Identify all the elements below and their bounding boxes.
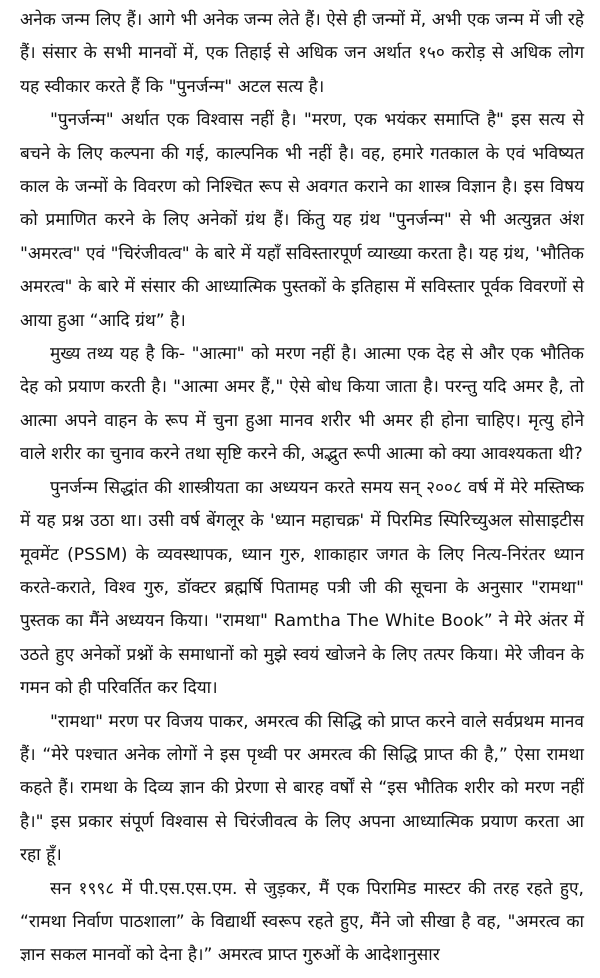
paragraph-rebirth-science: "पुनर्जन्म" अर्थात एक विश्वास नहीं है। "मरण, एक भयंकर समाप्ति है" इस सत्य से बचने के लिए कल्पना की गई, काल्पनिक भी नहीं है। वह, हमारे गतकाल के एवं भविष्यत काल के जन्मों के विवरण को निश्चित रूप से अवगत कराने का शास्त्र विज्ञान है। इस विषय को प्रमाणित करने के लिए अनेकों ग्रंथ हैं। किंतु यह ग्रंथ "पुनर्जन्म" से भी अत्युन्नत अंश "अमरत्व" एवं "चिरंजीवत्व" के बारे में यहाँ सविस्तारपूर्ण व्याख्या करता है। यह ग्रंथ, 'भौतिक अमरत्व" के बारे में संसार की आध्यात्मिक पुस्तकों के इतिहास में सविस्तार पूर्वक विवरणों से आया हुआ “आदि ग्रंथ” है। <box>20 110 584 331</box>
paragraph-soul-immortal: मुख्य तथ्य यह है कि- "आत्मा" को मरण नहीं है। आत्मा एक देह से और एक भौतिक देह को प्रयाण करती है। "आत्मा अमर हैं," ऐसे बोध किया जाता है। परन्तु यदि अमर है, तो आत्मा अपने वाहन के रूप में चुना हुआ मानव शरीर भी अमर ही होना चाहिए। मृत्यु होने वाले शरीर का चुनाव करने तथा सृष्टि करने की, अद्भुत रूपी आत्मा को क्या आवश्यकता थी? <box>20 344 584 465</box>
paragraph-rebirth-intro: अनेक जन्म लिए हैं। आगे भी अनेक जन्म लेते हैं। ऐसे ही जन्मों में, अभी एक जन्म में जी रहे हैं। संसार के सभी मानवों में, एक तिहाई से अधिक जन अर्थात १५० करोड़ से अधिक लोग यह स्वीकार करते हैं कि "पुनर्जन्म" अटल सत्य है। <box>20 10 584 97</box>
paragraph-pssm-journey: सन १९९८ में पी.एस.एस.एम. से जुड़कर, मैं एक पिरामिड मास्टर की तरह रहते हुए, “रामथा निर्वाण पाठशाला” के विद्यार्थी स्वरूप रहते हुए, मैंने जो सीखा है वह, "अमरत्व का ज्ञान सकल मानवों को देना है।” अमरत्व प्राप्त गुरुओं के आदेशानुसार <box>20 878 584 966</box>
paragraph-ramtha-immortality: "रामथा" मरण पर विजय पाकर, अमरत्व की सिद्धि को प्राप्त करने वाले सर्वप्रथम मानव हैं। “मेरे पश्चात अनेक लोगों ने इस पृथ्वी पर अमरत्व की सिद्धि प्राप्त की है,” ऐसा रामथा कहते हैं। रामथा के दिव्य ज्ञान की प्रेरणा से बारह वर्षों से “इस भौतिक शरीर को मरण नहीं है।" इस प्रकार संपूर्ण विश्वास से चिरंजीवत्व के लिए अपना आध्यात्मिक प्रयाण करता आ रहा हूँ। <box>20 711 584 866</box>
paragraph-ramtha-study: पुनर्जन्म सिद्धांत की शास्त्रीयता का अध्ययन करते समय सन् २००८ वर्ष में मेरे मस्तिष्क में यह प्रश्न उठा था। उसी वर्ष बेंगलूर के 'ध्यान महाचक्र' में पिरमिड स्पिरिच्युअल सोसाइटीस मूवमेंट (PSSM) के व्यवस्थापक, ध्यान गुरु, शाकाहार जगत के लिए नित्य-निरंतर ध्यान करते-कराते, विश्व गुरु, डॉक्टर ब्रह्मर्षि पितामह पत्री जी की सूचना के अनुसार "रामथा" पुस्तक का मैंने अध्ययन किया। "रामथा" Ramtha The White Book” ने मेरे अंतर में उठते हुए अनेकों प्रश्नों के समाधानों को मुझे स्वयं खोजने के लिए तत्पर किया। मेरे जीवन के गमन को ही परिवर्तित कर दिया। <box>20 477 584 699</box>
